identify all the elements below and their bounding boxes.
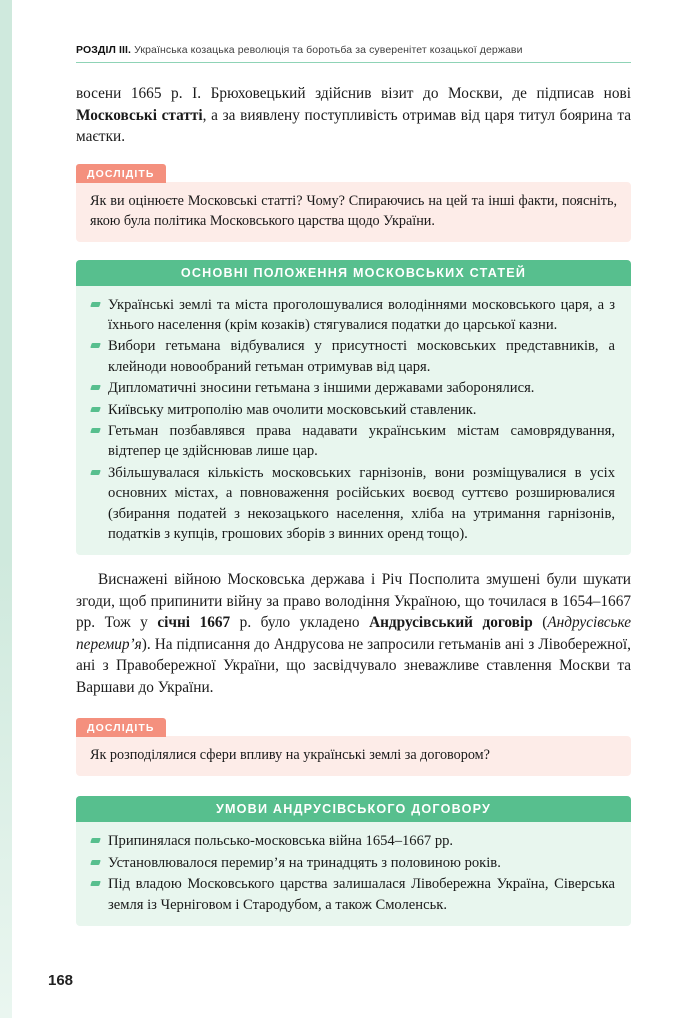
running-head-chapter: РОЗДІЛ III.: [76, 44, 132, 56]
list-item: Гетьман позбавлявся права надавати українським містам самоврядування, відтепер це здійснював лише цар.: [90, 421, 615, 462]
list-item: Під владою Московського царства залишалася Лівобережна Україна, Сіверська земля із Черніговом і Стародубом, а також Смоленськ.: [90, 874, 615, 915]
info-block-andrusovo-treaty: [76, 796, 631, 926]
info-block-moscow-articles: [76, 260, 631, 556]
paragraph-2-italic-1: Андрусівське перемир’я: [76, 614, 632, 653]
paragraph-2-part-1: Виснажені війною Московська держава і Річ Посполита змушені були шукати згоди, щоб припинити війну за право володіння Україною, що точилася в 1654–1667 рр. Тож у: [76, 571, 631, 632]
list-item: Вибори гетьмана відбувалися у присутності московських представників, а клейноди новообраний гетьман отримував від царя.: [90, 336, 615, 377]
callout-1-text: Як ви оцінюєте Московські статті? Чому? Спираючись на цей та інші факти, поясніть, якою була політика Московського царства щодо України.: [76, 182, 631, 242]
paragraph-1: [76, 83, 631, 148]
page-edge-decoration: [0, 0, 12, 1018]
info-block-1-list: [76, 286, 631, 545]
paragraph-2-part-3: (: [532, 614, 548, 632]
list-item: Установлювалося перемир’я на тринадцять з половиною років.: [90, 853, 615, 873]
paragraph-2-part-2: р. було укладено: [230, 614, 370, 632]
callout-doslidit-1: [76, 164, 631, 242]
list-item: Припинялася польсько-московська війна 1654–1667 рр.: [90, 831, 615, 851]
callout-2-tab-label: ДОСЛІДІТЬ: [76, 718, 166, 737]
paragraph-2: [76, 569, 631, 698]
paragraph-2-bold-2: Андрусівський договір: [369, 614, 533, 632]
callout-doslidit-2: [76, 718, 631, 776]
list-item: Українські землі та міста проголошувалися володіннями московського царя, а з їхнього населення (крім козаків) стягувалися податки до царської казни.: [90, 295, 615, 336]
list-item: Київську митрополію мав очолити московський ставленик.: [90, 400, 615, 420]
list-item: Збільшувалася кількість московських гарнізонів, вони розміщувалися в усіх основних містах, а повноваження російських воєвод суттєво розширювалися (збирання податей з некозацького населення, хліба на утримання гарнізонів, податків з купців, грошових зборів з винних оренд тощо).: [90, 463, 615, 545]
running-head-divider: [76, 62, 631, 63]
paragraph-1-bold-1: Московські статті: [76, 106, 203, 124]
info-block-2-list: [76, 822, 631, 915]
info-block-1-title: ОСНОВНІ ПОЛОЖЕННЯ МОСКОВСЬКИХ СТАТЕЙ: [76, 260, 631, 286]
page-content: [76, 0, 631, 926]
callout-1-tab-label: ДОСЛІДІТЬ: [76, 164, 166, 183]
running-head-title: Українська козацька революція та боротьба за суверенітет козацької держави: [134, 44, 523, 56]
running-head: [76, 44, 631, 57]
paragraph-2-bold-1: січні 1667: [157, 614, 231, 632]
paragraph-1-part-2: , а за виявлену поступливість отримав від царя титул боярина та маєтки.: [76, 106, 631, 145]
paragraph-1-part-1: восени 1665 р. І. Брюховецький здійснив візит до Москви, де підписав нові: [76, 85, 631, 102]
list-item: Дипломатичні зносини гетьмана з іншими державами заборонялися.: [90, 378, 615, 398]
page-number: 168: [48, 972, 74, 989]
callout-2-text: Як розподілялися сфери впливу на українські землі за договором?: [76, 736, 631, 776]
paragraph-2-part-4: ). На підписання до Андрусова не запросили гетьманів ані з Лівобережної, ані з Правобережної України, що засвідчувало зневажливе ставлення Москви та Варшави до України.: [76, 635, 631, 696]
info-block-2-title: УМОВИ АНДРУСІВСЬКОГО ДОГОВОРУ: [76, 796, 631, 822]
